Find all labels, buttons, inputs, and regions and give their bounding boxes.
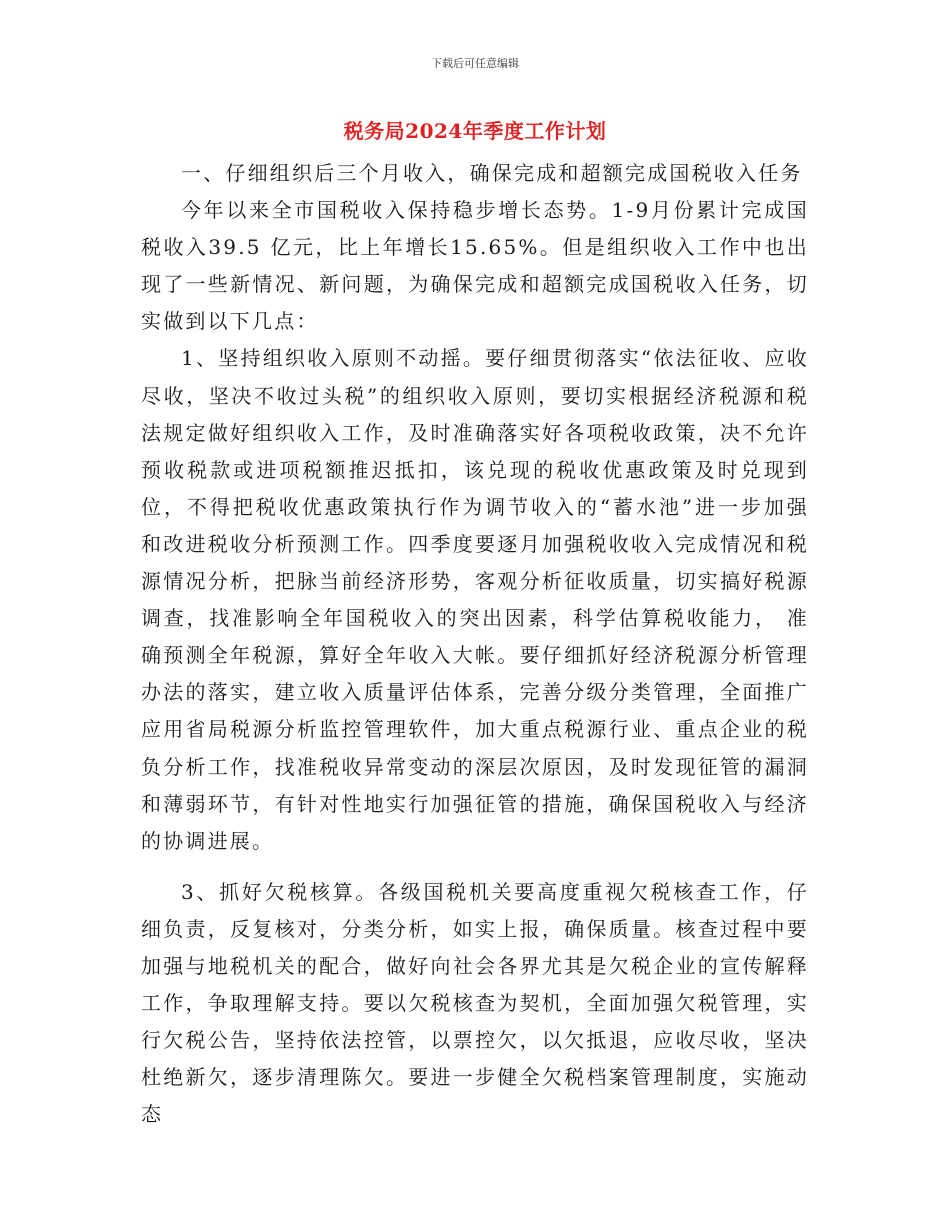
intro-paragraph: 今年以来全市国税收入保持稳步增长态势。1-9月份累计完成国税收入39.5 亿元，比上年增长15.65%。但是组织收入工作中也出现了一些新情况、新问题，为确保完成和超额完成国税收入任务，切实做到以下几点： [141, 198, 809, 334]
item-1-paragraph: 1、坚持组织收入原则不动摇。要仔细贯彻落实“依法征收、应收尽收，坚决不收过头税”的组织收入原则，要切实根据经济税源和税法规定做好组织收入工作，及时准确落实好各项税收政策，决不允许预收税款或进项税额推迟抵扣，该兑现的税收优惠政策及时兑现到位，不得把税收优惠政策执行作为调节收入的“蓄水池”进一步加强和改进税收分析预测工作。四季度要逐月加强税收收入完成情况和税源情况分析，把脉当前经济形势，客观分析征收质量，切实搞好税源调查，找准影响全年国税收入的突出因素，科学估算税收能力， 准确预测全年税源，算好全年收入大帐。要仔细抓好经济税源分析管理办法的落实，建立收入质量评估体系，完善分级分类管理，全面推广应用省局税源分析监控管理软件，加大重点税源行业、重点企业的税负分析工作，找准税收异常变动的深层次原因，及时发现征管的漏洞和薄弱环节，有针对性地实行加强征管的措施，确保国税收入与经济的协调进展。 [141, 346, 809, 853]
section-heading-paragraph: 一、仔细组织后三个月收入，确保完成和超额完成国税收入任务 [181, 161, 803, 185]
document-body [141, 155, 809, 1133]
page-header-note: 下载后可任意编辑 [431, 57, 519, 70]
document-title: 税务局2024年季度工作计划 [343, 119, 607, 143]
item-3-paragraph: 3、抓好欠税核算。各级国税机关要高度重视欠税核查工作，仔细负责，反复核对，分类分析，如实上报，确保质量。核查过程中要加强与地税机关的配合，做好向社会各界尤其是欠税企业的宣传解释工作，争取理解支持。要以欠税核查为契机，全面加强欠税管理，实行欠税公告，坚持依法控管，以票控欠，以欠抵退，应收尽收，坚决杜绝新欠，逐步清理陈欠。要进一步健全欠税档案管理制度，实施动态 [141, 879, 809, 1127]
